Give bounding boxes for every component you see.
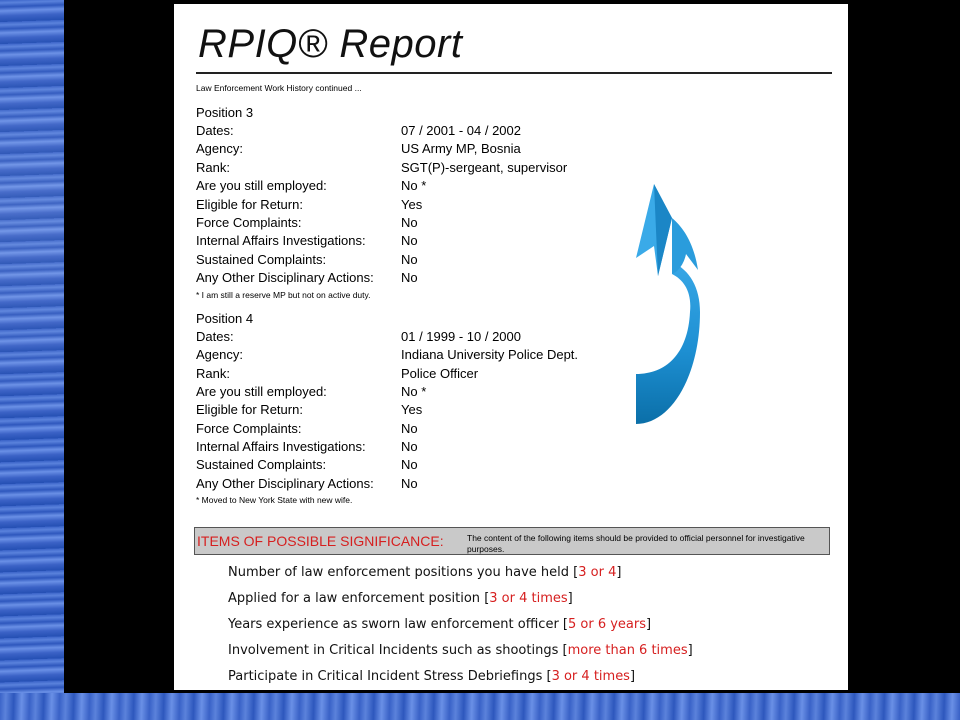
row-value: Yes	[401, 197, 423, 212]
significance-header-box	[194, 527, 830, 555]
row-label: Force Complaints:	[196, 215, 302, 230]
position-4-row-dates	[196, 329, 676, 347]
row-label: Eligible for Return:	[196, 197, 303, 212]
report-page	[174, 4, 848, 690]
row-label: Sustained Complaints:	[196, 252, 327, 267]
row-value: 01 / 1999 - 10 / 2000	[401, 329, 521, 344]
significance-description: The content of the following items should be provided to official personnel for investigative purposes.	[467, 533, 805, 554]
row-value: No	[401, 439, 418, 454]
item-text: Involvement in Critical Incidents such as shootings	[228, 643, 563, 658]
item-text: Applied for a law enforcement position	[228, 591, 485, 606]
position-3-row-dates	[196, 123, 676, 141]
row-value: No	[401, 476, 418, 491]
position-4-row-sustained	[196, 457, 676, 475]
item-answer: 3 or 4 times	[489, 591, 568, 606]
significance-item: Involvement in Critical Incidents such as shootings [more than 6 times]	[228, 643, 693, 658]
row-label: Any Other Disciplinary Actions:	[196, 270, 374, 285]
position-3-row-rank	[196, 160, 676, 178]
row-value: No	[401, 215, 418, 230]
row-value: No	[401, 421, 418, 436]
curved-up-arrow-icon	[632, 184, 704, 428]
row-label: Rank:	[196, 366, 230, 381]
position-4-row-employed	[196, 384, 676, 402]
report-title: RPIQ® Report	[198, 22, 463, 66]
row-label: Dates:	[196, 329, 234, 344]
row-value: No *	[401, 384, 427, 399]
row-label: Force Complaints:	[196, 421, 302, 436]
background-left-streaks	[0, 0, 64, 720]
item-answer: more than 6 times	[567, 643, 688, 658]
row-label: Eligible for Return:	[196, 402, 303, 417]
row-value: 07 / 2001 - 04 / 2002	[401, 123, 521, 138]
title-divider	[196, 72, 832, 74]
item-answer: 3 or 4 times	[551, 669, 630, 684]
row-value: Indiana University Police Dept.	[401, 347, 579, 362]
row-label: Dates:	[196, 123, 234, 138]
row-label: Agency:	[196, 141, 243, 156]
position-4-row-disciplinary	[196, 476, 676, 494]
significance-title: ITEMS OF POSSIBLE SIGNIFICANCE:	[197, 533, 444, 549]
position-3-row-force	[196, 215, 676, 233]
position-4-row-force	[196, 421, 676, 439]
position-3-heading: Position 3	[196, 105, 254, 120]
position-3-row-disciplinary	[196, 270, 676, 288]
position-3-row-internal-affairs	[196, 233, 676, 251]
position-3-row-employed	[196, 178, 676, 196]
position-4-row-rank	[196, 366, 676, 384]
position-4-row-agency	[196, 347, 676, 365]
row-label: Internal Affairs Investigations:	[196, 439, 366, 454]
position-3-row-agency	[196, 141, 676, 159]
position-3-row-eligible	[196, 197, 676, 215]
row-label: Are you still employed:	[196, 384, 327, 399]
row-value: Police Officer	[401, 366, 479, 381]
row-value: No	[401, 252, 418, 267]
row-value: US Army MP, Bosnia	[401, 141, 521, 156]
row-label: Rank:	[196, 160, 230, 175]
row-value: Yes	[401, 402, 423, 417]
row-value: No	[401, 233, 418, 248]
position-3-footnote: * I am still a reserve MP but not on active duty.	[196, 290, 371, 300]
position-4-footnote: * Moved to New York State with new wife.	[196, 495, 353, 505]
row-value: No	[401, 270, 418, 285]
row-value: No	[401, 457, 418, 472]
position-4-row-eligible	[196, 402, 676, 420]
item-answer: 5 or 6 years	[568, 617, 647, 632]
significance-item: Participate in Critical Incident Stress Debriefings [3 or 4 times]	[228, 669, 636, 684]
row-label: Any Other Disciplinary Actions:	[196, 476, 374, 491]
significance-item: Number of law enforcement positions you have held [3 or 4]	[228, 565, 622, 580]
row-label: Sustained Complaints:	[196, 457, 327, 472]
row-label: Internal Affairs Investigations:	[196, 233, 366, 248]
item-text: Number of law enforcement positions you have held	[228, 565, 574, 580]
position-4-heading: Position 4	[196, 311, 254, 326]
row-label: Agency:	[196, 347, 243, 362]
row-label: Are you still employed:	[196, 178, 327, 193]
position-4-row-internal-affairs	[196, 439, 676, 457]
background-bottom-streaks	[0, 693, 960, 720]
row-value: No *	[401, 178, 427, 193]
significance-item: Years experience as sworn law enforcement officer [5 or 6 years]	[228, 617, 652, 632]
row-value: SGT(P)-sergeant, supervisor	[401, 160, 568, 175]
item-text: Years experience as sworn law enforcement officer	[228, 617, 563, 632]
item-text: Participate in Critical Incident Stress Debriefings	[228, 669, 547, 684]
position-3-row-sustained	[196, 252, 676, 270]
item-answer: 3 or 4	[578, 565, 617, 580]
section-continued-label: Law Enforcement Work History continued ...	[196, 83, 362, 93]
significance-item: Applied for a law enforcement position [3 or 4 times]	[228, 591, 573, 606]
